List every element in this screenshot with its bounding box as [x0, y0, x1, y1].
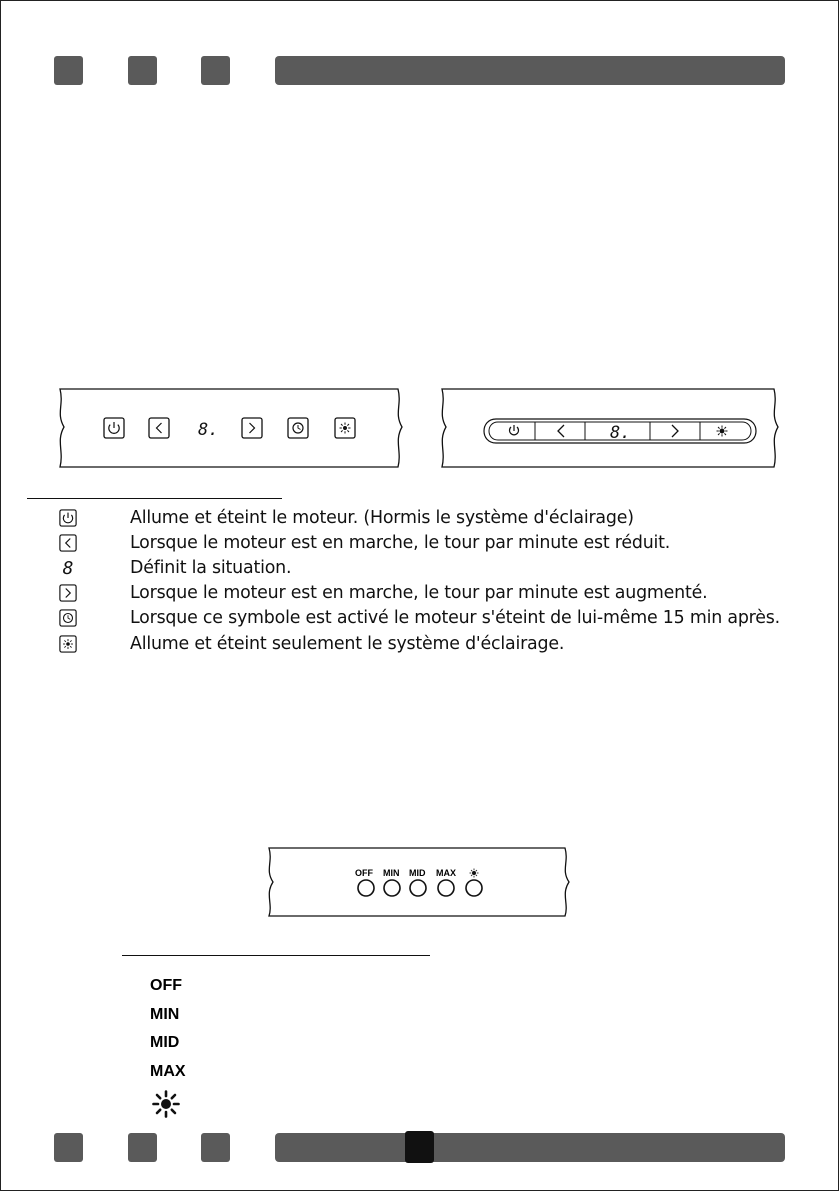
legend-row-increase: [58, 581, 708, 605]
light-button[interactable]: [717, 426, 728, 437]
mid-button[interactable]: [410, 880, 426, 896]
legend-row-display: [58, 556, 292, 580]
legend-text: Lorsque le moteur est en marche, le tour par minute est réduit.: [130, 533, 671, 553]
power-button[interactable]: [104, 418, 124, 438]
touch-panel-flat: [52, 385, 410, 471]
legend-text: Allume et éteint seulement le système d'éclairage.: [130, 634, 565, 654]
legend-min: MIN: [150, 1006, 180, 1023]
chevron-right-icon: [58, 583, 78, 603]
footer-square-2: [128, 1133, 157, 1162]
touch-panel-oval: [430, 385, 788, 471]
display-digit: 8.: [198, 420, 219, 440]
increase-button[interactable]: [672, 425, 678, 437]
mechanical-panel: [265, 844, 577, 920]
legend-max: MAX: [150, 1063, 186, 1080]
header-square-3: [201, 56, 230, 85]
legend-off: OFF: [150, 977, 182, 994]
decrease-button[interactable]: [149, 418, 169, 438]
legend-text: Lorsque ce symbole est activé le moteur s'éteint de lui-même 15 min après.: [130, 608, 780, 628]
light-button[interactable]: [466, 880, 482, 896]
power-button[interactable]: [510, 425, 519, 435]
legend-mid: MID: [150, 1034, 180, 1051]
header-bar: [275, 56, 785, 85]
max-button[interactable]: [438, 880, 454, 896]
power-icon: [58, 508, 78, 528]
increase-button[interactable]: [242, 418, 262, 438]
light-icon: [470, 869, 479, 878]
footer-square-3: [201, 1133, 230, 1162]
timer-button[interactable]: [288, 418, 308, 438]
footer-square-1: [54, 1133, 83, 1162]
header-square-1: [54, 56, 83, 85]
section-rule: [27, 498, 282, 499]
light-button[interactable]: [335, 418, 355, 438]
min-label: MIN: [383, 868, 400, 878]
legend-row-power: [58, 506, 634, 530]
off-button[interactable]: [358, 880, 374, 896]
legend-row-decrease: [58, 531, 671, 555]
chevron-left-icon: [58, 533, 78, 553]
legend-row-timer: [58, 606, 780, 630]
legend-row-light: [58, 632, 565, 656]
display-icon: 8: [62, 557, 74, 579]
display-digit: 8.: [610, 423, 631, 443]
decrease-button[interactable]: [558, 425, 564, 437]
min-button[interactable]: [384, 880, 400, 896]
light-icon: [58, 634, 78, 654]
page-marker: [405, 1131, 434, 1163]
section-rule-2: [122, 955, 430, 956]
timer-icon: [58, 608, 78, 628]
footer-bar: [275, 1133, 785, 1162]
header-square-2: [128, 56, 157, 85]
legend-text: Définit la situation.: [130, 558, 292, 578]
max-label: MAX: [436, 868, 456, 878]
legend-text: Lorsque le moteur est en marche, le tour par minute est augmenté.: [130, 583, 708, 603]
mid-label: MID: [409, 868, 426, 878]
light-icon: [151, 1089, 181, 1119]
off-label: OFF: [355, 868, 373, 878]
legend-text: Allume et éteint le moteur. (Hormis le système d'éclairage): [130, 508, 634, 528]
